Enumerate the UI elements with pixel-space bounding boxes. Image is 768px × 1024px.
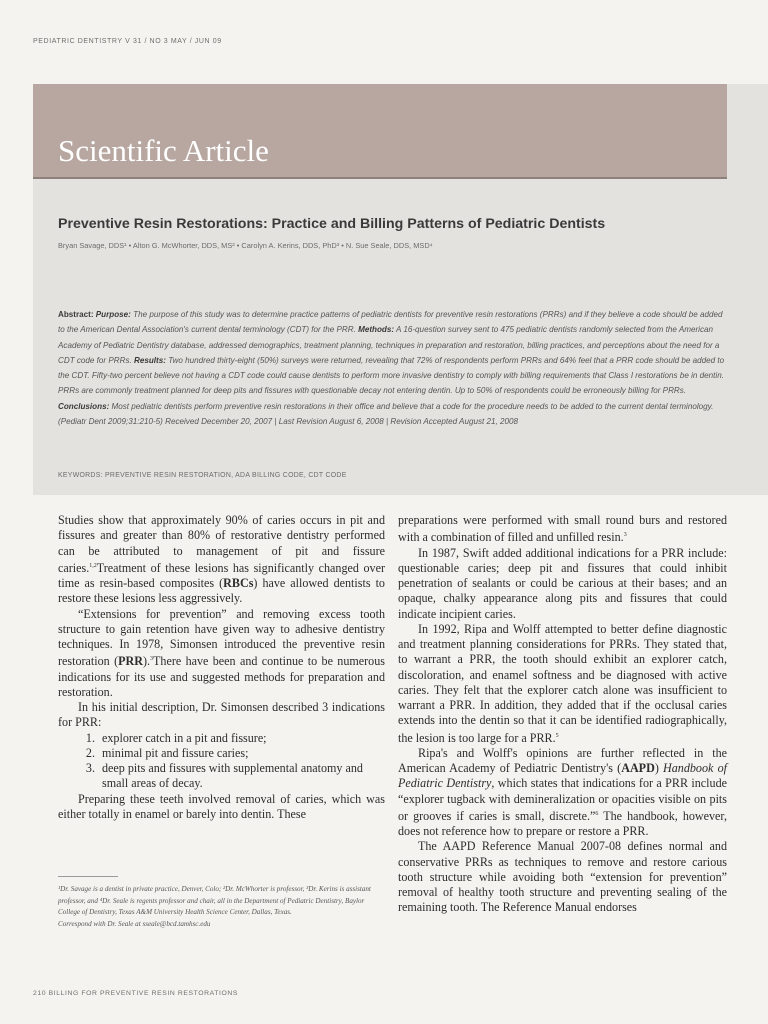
paragraph: In 1987, Swift added additional indications for a PRR include: questionable caries; deep pit and fissures that could inhibit penetration of sealants or could be carious at their bases; and an opaque, chalky appearance along pits and fissures that could indicate incipient caries. [398, 545, 727, 621]
list-item: 1. explorer catch in a pit and fissure; [98, 731, 385, 746]
paragraph: Preparing these teeth involved removal of caries, which was either totally in enamel or barely into dentin. These [58, 791, 385, 821]
methods-text: A 16-question survey sent to 475 pediatric dentists randomly selected from the American Academy of Pediatric Dentistry database, addressed demographics, treatment planning, techniques in preparation and restoration, billing practices, and perceptions about the need for a CDT code for PRRs. [58, 325, 720, 365]
page-footer: 210 BILLING FOR PREVENTIVE RESIN RESTORATIONS [33, 990, 239, 997]
indication-list [58, 731, 385, 792]
citation: (Pediatr Dent 2009;31:210-5) [58, 417, 163, 427]
abstract-label: Abstract: [58, 310, 94, 319]
purpose-label: Purpose: [95, 310, 131, 319]
abbrev-aapd: AAPD [621, 761, 655, 776]
conclusions-label: Conclusions: [58, 401, 110, 411]
author-list: Bryan Savage, DDS¹ • Alton G. McWhorter, DDS, MS² • Carolyn A. Kerins, DDS, PhD³ • N. Sue Seale, DDS, MSD⁴ [58, 241, 433, 250]
body-column-right [398, 513, 727, 916]
purpose-text: The purpose of this study was to determine practice patterns of pediatric dentists for preventive resin restorations (PRRs) and if they believe a code should be added to the American Dental Association's current dental terminology (CDT) for the PRR. [58, 310, 723, 335]
results-label: Results: [134, 355, 166, 365]
handbook-title: Handbook of Pediatric Dentistry [398, 761, 727, 791]
paragraph: The AAPD Reference Manual 2007-08 defines normal and conservative PRRs as techniques to remove and restore carious tooth structure while avoiding both “extension for prevention” removal of healthy tooth structure and preventing sealing of the remaining tooth. The Reference Manual endorses [398, 839, 727, 915]
running-header: PEDIATRIC DENTISTRY V 31 / NO 3 MAY / JUN 09 [33, 38, 222, 45]
paragraph: preparations were performed with small round burs and restored with a combination of filled and unfilled resin.$^3$ [398, 513, 727, 545]
affiliation-footnote: ¹Dr. Savage is a dentist in private practice, Denver, Colo; ²Dr. McWhorter is professor, ³Dr. Kerins is assistant professor, and ⁴Dr. Seale is regents professor and chair, all in the Department of Pediatric Dentistry, Baylor College of Dentistry, Texas A&M University Health Science Center, Dallas, Texas. [58, 885, 371, 916]
list-item: 2. minimal pit and fissure caries; [98, 746, 385, 761]
abbrev-rbcs: RBCs [223, 576, 254, 591]
paragraph: In 1992, Ripa and Wolff attempted to better define diagnostic and treatment planning considerations for PRRs. They stated that, to warrant a PRR, the tooth should exhibit an explorer catch, discoloration, and enamel softness and be diagnosed with active caries. They felt that the explorer catch alone was insufficient to warrant a PRR. In addition, they added that if the occlusal caries extends into the dentin so that it can be identified radiographically, the lesion is too large for a PRR.$^5$ [398, 621, 727, 745]
conclusions-text: Most pediatric dentists perform preventive resin restorations in their office and believe that a code for the procedure needs to be added to the current dental terminology. [111, 401, 714, 411]
methods-label: Methods: [358, 325, 395, 335]
list-item: 3. deep pits and fissures with supplemental anatomy and small areas of decay. [98, 761, 385, 792]
paragraph: In his initial description, Dr. Simonsen described 3 indications for PRR: [58, 700, 385, 730]
body-column-left [58, 513, 385, 822]
footnote-rule [58, 876, 118, 877]
section-band-rule [33, 177, 727, 179]
abstract [58, 307, 728, 429]
keywords: KEYWORDS: PREVENTIVE RESIN RESTORATION, ADA BILLING CODE, CDT CODE [58, 472, 347, 479]
revision-dates: Received December 20, 2007 | Last Revision August 6, 2008 | Revision Accepted August 21, 2008 [165, 417, 518, 427]
section-label: Scientific Article [58, 133, 269, 168]
paragraph: Studies show that approximately 90% of caries occurs in pit and fissures and greater than 80% of restorative dentistry performed can be attributed to management of pit and fissure caries.$^{1,2}$Treatment of these lesions has significantly changed over time as resin-based composites (RBCs) have allowed dentists to restore these lesions less aggressively. [58, 513, 385, 606]
results-text: Two hundred thirty-eight (50%) surveys were returned, revealing that 72% of respondents perform PRRs and 64% feel that a PRR code should be added to the CDT. Fifty-two percent believe not having a CDT code could cause dentists to perform more invasive dentistry to comply with billing requirements that Class I restorations be in dentin. PRRs are commonly treatment planned for deep pits and fissures with questionable decay not entering dentin. Up to 50% of respondents could be erroneously billing for PRRs. [58, 355, 725, 396]
paragraph: “Extensions for prevention” and removing excess tooth structure to gain retention have given way to adhesive dentistry techniques. In 1978, Simonsen introduced the preventive resin restoration (PRR).$^3$There have been and continue to be numerous indications for its use and suggested methods for preparation and restoration. [58, 606, 385, 699]
article-title: Preventive Resin Restorations: Practice and Billing Patterns of Pediatric Dentists [58, 216, 606, 232]
paragraph: Ripa's and Wolff's opinions are further reflected in the American Academy of Pediatric Dentistry's (AAPD) Handbook of Pediatric Dentistry, which states that indications for a PRR include “explorer tugback with demineralization or opacities visible on pits or grooves if caries is small, discrete.”$^6$ The handbook, however, does not reference how to prepare or restore a PRR. [398, 745, 727, 839]
footnotes [58, 884, 385, 930]
abbrev-prr: PRR [118, 654, 143, 669]
correspondence-footnote: Correspond with Dr. Seale at sseale@bcd.tamhsc.edu [58, 919, 211, 928]
